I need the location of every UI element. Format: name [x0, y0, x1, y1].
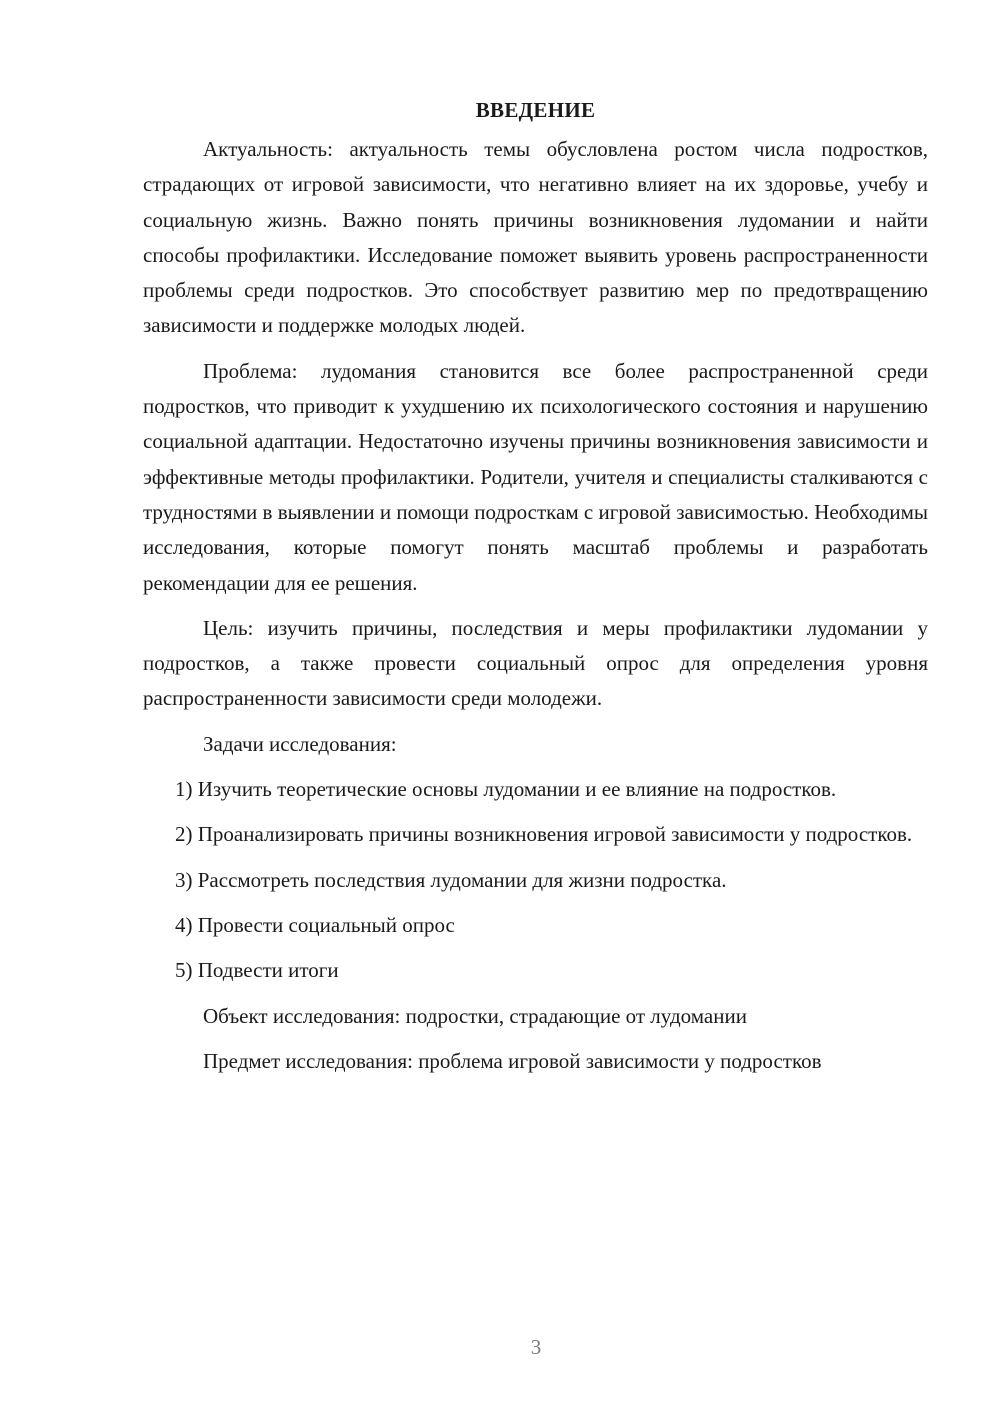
task-item: 4) Провести социальный опрос: [175, 912, 455, 937]
task-item: 1) Изучить теоретические основы лудомании и ее влияние на подростков.: [175, 777, 837, 802]
subject-paragraph: Предмет исследования: проблема игровой зависимости у подростков: [203, 1048, 822, 1073]
task-item: 5) Подвести итоги: [175, 958, 339, 983]
section-heading: ВВЕДЕНИЕ: [475, 98, 596, 122]
goal-paragraph: Цель: изучить причины, последствия и меры профилактики лудомании у подростков, а также провести социальный опрос для определения уровня распространенности зависимости среди молодежи.: [143, 615, 928, 711]
page-content: [143, 94, 928, 1089]
problem-paragraph: Проблема: лудомания становится все более распространенной среди подростков, что приводит к ухудшению их психологического состояния и нарушению социальной адаптации. Недостаточно изучены причины возникновения зависимости и эффективные методы профилактики. Родители, учителя и специалисты сталкиваются с трудностями в выявлении и помощи подросткам с игровой зависимостью. Необходимы исследования, которые помогут понять масштаб проблемы и разработать рекомендации для ее решения.: [143, 358, 928, 595]
tasks-heading: Задачи исследования:: [203, 731, 397, 756]
task-item: 2) Проанализировать причины возникновения игровой зависимости у подростков.: [175, 822, 913, 847]
page-number: 3: [530, 1335, 542, 1359]
task-item: 3) Рассмотреть последствия лудомании для жизни подростка.: [175, 867, 727, 892]
object-paragraph: Объект исследования: подростки, страдающие от лудомании: [203, 1003, 747, 1028]
relevance-paragraph: Актуальность: актуальность темы обусловлена ростом числа подростков, страдающих от игровой зависимости, что негативно влияет на их здоровье, учебу и социальную жизнь. Важно понять причины возникновения лудомании и найти способы профилактики. Исследование поможет выявить уровень распространенности проблемы среди подростков. Это способствует развитию мер по предотвращению зависимости и поддержке молодых людей.: [143, 137, 928, 338]
